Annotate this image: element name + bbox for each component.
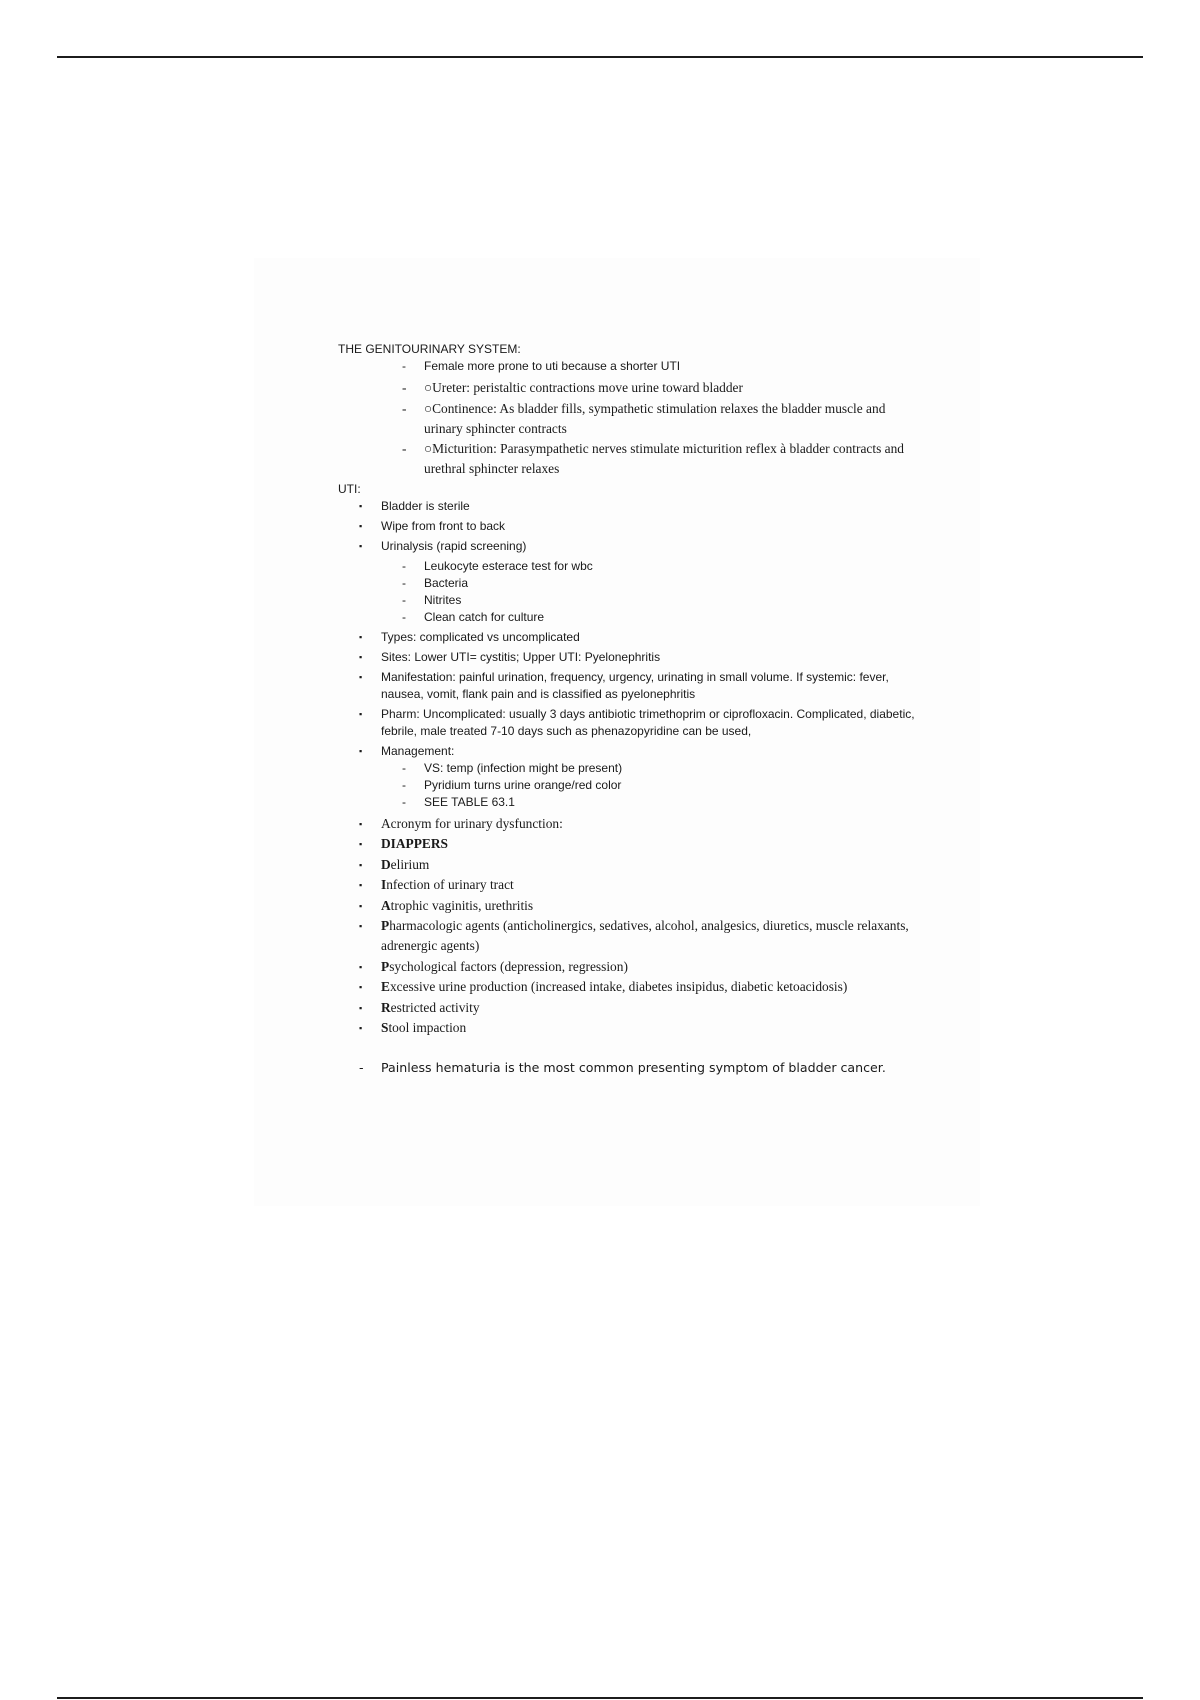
urinalysis-sublist: [338, 558, 918, 626]
square-bullet-icon: ▪: [359, 1002, 363, 1013]
square-bullet-icon: ▪: [359, 745, 363, 756]
dash-bullet-icon: -: [402, 794, 406, 809]
list-item: [338, 538, 918, 555]
section-title-uti: UTI:: [338, 481, 361, 496]
acronym-title: DIAPPERS: [381, 836, 448, 851]
list-item: [338, 358, 918, 375]
list-item-text: SEE TABLE 63.1: [424, 794, 515, 809]
list-item-text: Nitrites: [424, 592, 462, 607]
list-item: [338, 439, 918, 479]
square-bullet-icon: ▪: [359, 671, 363, 682]
bottom-rule: [57, 1697, 1143, 1699]
list-item: [338, 669, 918, 703]
list-item-text: Bladder is sterile: [381, 498, 470, 513]
acronym-letter: P: [381, 958, 390, 974]
square-bullet-icon: ▪: [359, 921, 363, 931]
section-title-genitourinary: THE GENITOURINARY SYSTEM:: [338, 342, 521, 356]
list-item-text: ○Continence: As bladder fills, sympathetic stimulation relaxes the bladder muscle and urinary sphincter contracts: [424, 400, 886, 436]
dash-bullet-icon: -: [402, 359, 406, 373]
list-item-text: elirium: [390, 856, 430, 872]
genitourinary-list: [338, 358, 918, 479]
list-item-text: Acronym for urinary dysfunction:: [381, 815, 563, 831]
list-item: [338, 706, 918, 740]
uti-list: [338, 498, 918, 555]
list-item-text: ○Micturition: Parasympathetic nerves stimulate micturition reflex à bladder contracts and urethral sphincter relaxes: [424, 441, 904, 476]
square-bullet-icon: ▪: [359, 839, 363, 849]
list-item: [338, 875, 918, 895]
list-item: [338, 498, 918, 515]
list-item: [338, 896, 918, 916]
list-item-text: VS: temp (infection might be present): [424, 760, 623, 775]
list-item-text: Leukocyte esterace test for wbc: [424, 558, 593, 573]
dash-bullet-icon: -: [402, 441, 407, 456]
acronym-letter: I: [381, 877, 387, 892]
square-bullet-icon: ▪: [359, 880, 363, 890]
management-sublist: [338, 760, 918, 811]
square-bullet-icon: ▪: [359, 540, 363, 551]
square-bullet-icon: ▪: [359, 651, 363, 662]
list-item: [338, 977, 918, 997]
list-item: [338, 916, 918, 956]
acronym-letter: S: [381, 1020, 389, 1035]
list-item: [338, 609, 918, 626]
dash-bullet-icon: -: [402, 400, 407, 416]
dash-bullet-icon: -: [402, 558, 406, 573]
dash-bullet-icon: -: [359, 1059, 364, 1075]
square-bullet-icon: ▪: [359, 500, 363, 511]
square-bullet-icon: ▪: [359, 708, 363, 719]
list-item: [338, 855, 918, 875]
list-item-text: xcessive urine production (increased intake, diabetes insipidus, diabetic ketoacidosis): [389, 979, 848, 994]
list-item: [338, 743, 918, 760]
list-item: [338, 998, 918, 1018]
list-item-text: Management:: [381, 743, 455, 758]
list-item-text: ○Ureter: peristaltic contractions move urine toward bladder: [424, 380, 743, 395]
list-item: [338, 1018, 918, 1038]
list-item: [338, 957, 918, 977]
acronym-letter: R: [381, 999, 391, 1015]
square-bullet-icon: ▪: [359, 520, 363, 531]
list-item: [338, 518, 918, 535]
list-item: [338, 558, 918, 575]
list-item-text: Bacteria: [424, 575, 469, 590]
list-item: [338, 777, 918, 794]
top-rule: [57, 56, 1143, 58]
list-item-text: Wipe from front to back: [381, 518, 506, 533]
list-item-text: tool impaction: [388, 1020, 467, 1035]
list-item-text: Urinalysis (rapid screening): [381, 538, 527, 553]
dash-bullet-icon: -: [402, 609, 406, 624]
list-item-text: trophic vaginitis, urethritis: [390, 897, 534, 913]
list-item: [338, 760, 918, 777]
list-item: [338, 629, 918, 646]
list-item-text: Types: complicated vs uncomplicated: [381, 629, 580, 644]
square-bullet-icon: ▪: [359, 859, 363, 870]
square-bullet-icon: ▪: [359, 900, 363, 911]
square-bullet-icon: ▪: [359, 818, 363, 829]
square-bullet-icon: ▪: [359, 982, 363, 992]
list-item: [338, 794, 918, 811]
document-body: [338, 340, 918, 1076]
diappers-list: [338, 814, 918, 1039]
dash-bullet-icon: -: [402, 592, 406, 607]
dash-bullet-icon: -: [402, 760, 406, 775]
list-item: [338, 399, 918, 439]
list-item-text: Clean catch for culture: [424, 609, 545, 624]
list-item: [338, 649, 918, 666]
list-item-text: estricted activity: [390, 999, 480, 1015]
dash-bullet-icon: -: [402, 777, 406, 792]
list-item: [338, 575, 918, 592]
final-note: [338, 1059, 918, 1076]
list-item-text: sychological factors (depression, regression): [389, 958, 628, 974]
acronym-letter: E: [381, 979, 390, 994]
square-bullet-icon: ▪: [359, 961, 363, 972]
acronym-letter: P: [381, 918, 390, 933]
list-item: [338, 378, 918, 398]
acronym-letter: D: [381, 856, 391, 872]
square-bullet-icon: ▪: [359, 631, 363, 642]
list-item-text: nfection of urinary tract: [386, 877, 514, 892]
list-item-text: Sites: Lower UTI= cystitis; Upper UTI: Pyelonephritis: [381, 649, 661, 664]
list-item: [338, 834, 918, 854]
list-item-text: Pharm: Uncomplicated: usually 3 days antibiotic trimethoprim or ciprofloxacin. Complicated, diabetic, febrile, male treated 7-10 days such as phenazopyridine can be used,: [381, 706, 915, 738]
square-bullet-icon: ▪: [359, 1023, 363, 1033]
dash-bullet-icon: -: [402, 380, 407, 395]
uti-list-continued: [338, 629, 918, 760]
acronym-letter: A: [381, 897, 391, 913]
final-note-list: [338, 1059, 918, 1076]
list-item: [338, 814, 918, 834]
list-item-text: Manifestation: painful urination, frequency, urgency, urinating in small volume. If systemic: fever, nausea, vomit, flank pain and is classified as pyelonephritis: [381, 669, 889, 701]
list-item-text: Female more prone to uti because a shorter UTI: [424, 359, 681, 373]
list-item-text: Pyridium turns urine orange/red color: [424, 777, 622, 792]
list-item-text: Painless hematuria is the most common presenting symptom of bladder cancer.: [381, 1059, 886, 1075]
dash-bullet-icon: -: [402, 575, 406, 590]
list-item: [338, 592, 918, 609]
list-item-text: harmacologic agents (anticholinergics, sedatives, alcohol, analgesics, diuretics, muscle relaxants, adrenergic agents): [381, 918, 909, 953]
